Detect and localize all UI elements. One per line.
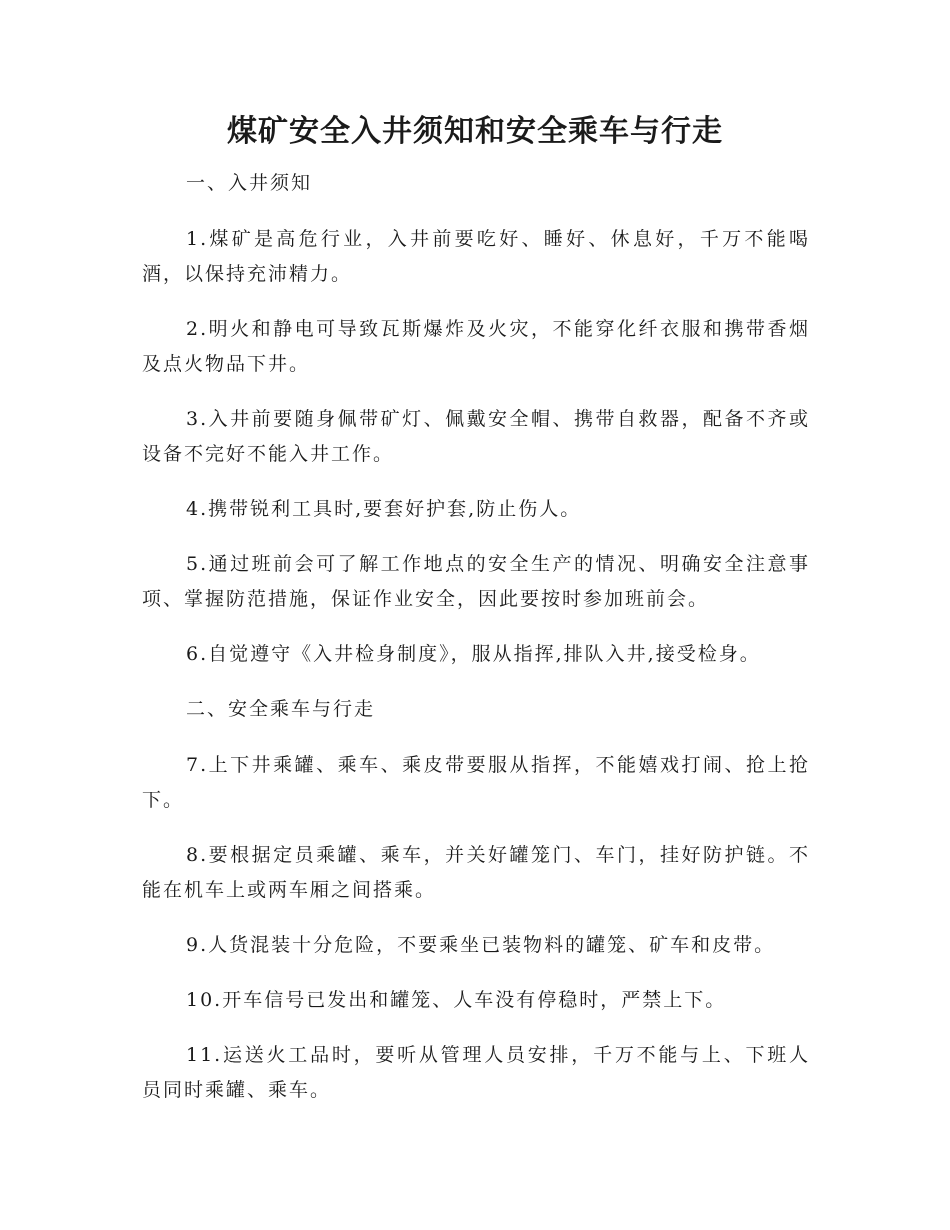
- paragraph-11: 11.运送火工品时，要听从管理人员安排，千万不能与上、下班人员同时乘罐、乘车。: [142, 1044, 810, 1101]
- paragraph-5: 5.通过班前会可了解工作地点的安全生产的情况、明确安全注意事项、掌握防范措施，保证作业安全，因此要按时参加班前会。: [142, 553, 810, 610]
- paragraph-10: 10.开车信号已发出和罐笼、人车没有停稳时，严禁上下。: [186, 989, 727, 1011]
- paragraph-2: 2.明火和静电可导致瓦斯爆炸及火灾，不能穿化纤衣服和携带香烟及点火物品下井。: [142, 318, 810, 375]
- document-body: [142, 166, 810, 1128]
- paragraph-8: 8.要根据定员乘罐、乘车，并关好罐笼门、车门，挂好防护链。不能在机车上或两车厢之间搭乘。: [142, 844, 810, 901]
- paragraph-9: 9.人货混装十分危险，不要乘坐已装物料的罐笼、矿车和皮带。: [186, 934, 776, 956]
- paragraph-3: 3.入井前要随身佩带矿灯、佩戴安全帽、携带自救器，配备不齐或设备不完好不能入井工作。: [142, 408, 810, 465]
- section-heading-entry: 一、入井须知: [186, 172, 313, 194]
- paragraph-6: 6.自觉遵守《入井检身制度》，服从指挥,排队入井,接受检身。: [186, 643, 761, 665]
- paragraph-1: 1.煤矿是高危行业，入井前要吃好、睡好、休息好，千万不能喝酒，以保持充沛精力。: [142, 228, 810, 285]
- paragraph-7: 7.上下井乘罐、乘车、乘皮带要服从指挥，不能嬉戏打闹、抢上抢下。: [142, 754, 810, 811]
- document-title: 煤矿安全入井须知和安全乘车与行走: [227, 114, 723, 149]
- paragraph-4: 4.携带锐利工具时,要套好护套,防止伤人。: [186, 498, 582, 520]
- section-heading-riding: 二、安全乘车与行走: [186, 698, 376, 720]
